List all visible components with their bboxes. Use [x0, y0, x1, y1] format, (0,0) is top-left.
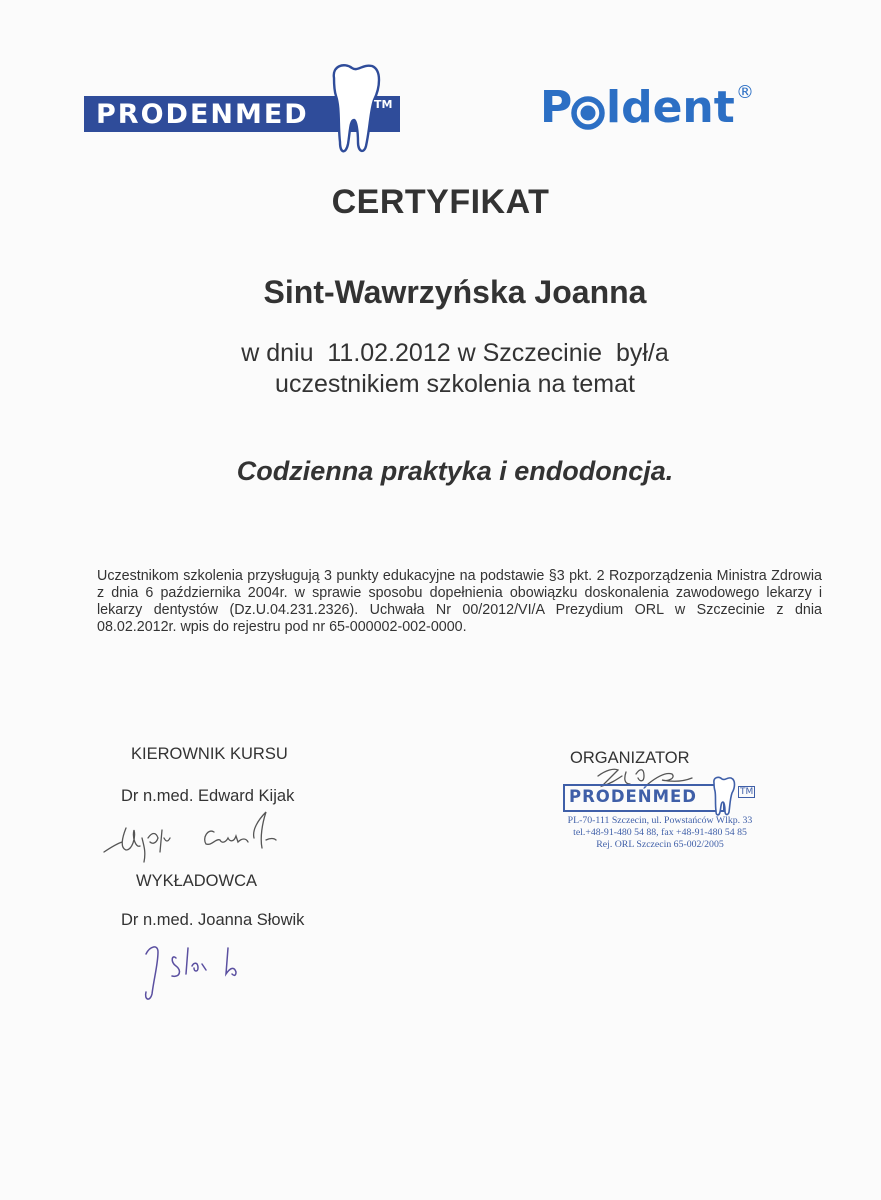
poldent-logo-text: ldent [606, 82, 735, 133]
organizer-stamp [555, 774, 765, 854]
participation-line: uczestnikiem szkolenia na temat [275, 370, 635, 398]
stamp-tooth-icon [711, 776, 737, 816]
certificate-title: CERTYFIKAT [331, 183, 550, 221]
education-points-notice: Uczestnikom szkolenia przysługują 3 punkty edukacyjne na podstawie §3 pkt. 2 Rozporządzenia Ministra Zdrowia z dnia 6 października 2004r. w sprawie sposobu dopełnienia obowiązku doskonalenia zawodowego lekarzy i lekarzy dentystów (Dz.U.04.231.2326). Uchwała Nr 00/2012/VI/A Prezydium ORL w Szczecinie z dnia 08.02.2012r. wpis do rejestru pod nr 65-000002-002-0000. [97, 568, 822, 635]
poldent-logo [540, 82, 770, 142]
prodenmed-logo [84, 62, 414, 157]
course-head-signature [96, 808, 296, 868]
prodenmed-trademark: TM [374, 98, 393, 111]
organizer-label: ORGANIZATOR [570, 749, 690, 767]
poldent-registered-mark: ® [736, 82, 754, 103]
poldent-logo-p: P [540, 82, 573, 133]
stamp-trademark: TM [740, 787, 754, 797]
recipient-name: Sint-Wawrzyńska Joanna [263, 274, 647, 310]
stamp-registry: Rej. ORL Szczecin 65-002/2005 [596, 839, 724, 850]
stamp-phones: tel.+48-91-480 54 88, fax +48-91-480 54 85 [573, 827, 747, 838]
poldent-logo-o-icon [571, 96, 605, 130]
course-head-label: KIEROWNIK KURSU [131, 745, 288, 763]
stamp-brand: PRODEŃMED [569, 787, 697, 806]
prodenmed-logo-text: PRODENMED [96, 99, 309, 130]
lecturer-signature [136, 938, 266, 1004]
lecturer-name: Dr n.med. Joanna Słowik [121, 911, 305, 929]
course-head-name: Dr n.med. Edward Kijak [121, 787, 295, 805]
lecturer-label: WYKŁADOWCA [136, 872, 258, 890]
course-topic: Codzienna praktyka i endodoncja. [236, 456, 674, 486]
attendance-line: w dniu 11.02.2012 w Szczecinie był/a [241, 339, 669, 367]
stamp-address: PL-70-111 Szczecin, ul. Powstańców Wlkp. 33 [567, 815, 753, 826]
